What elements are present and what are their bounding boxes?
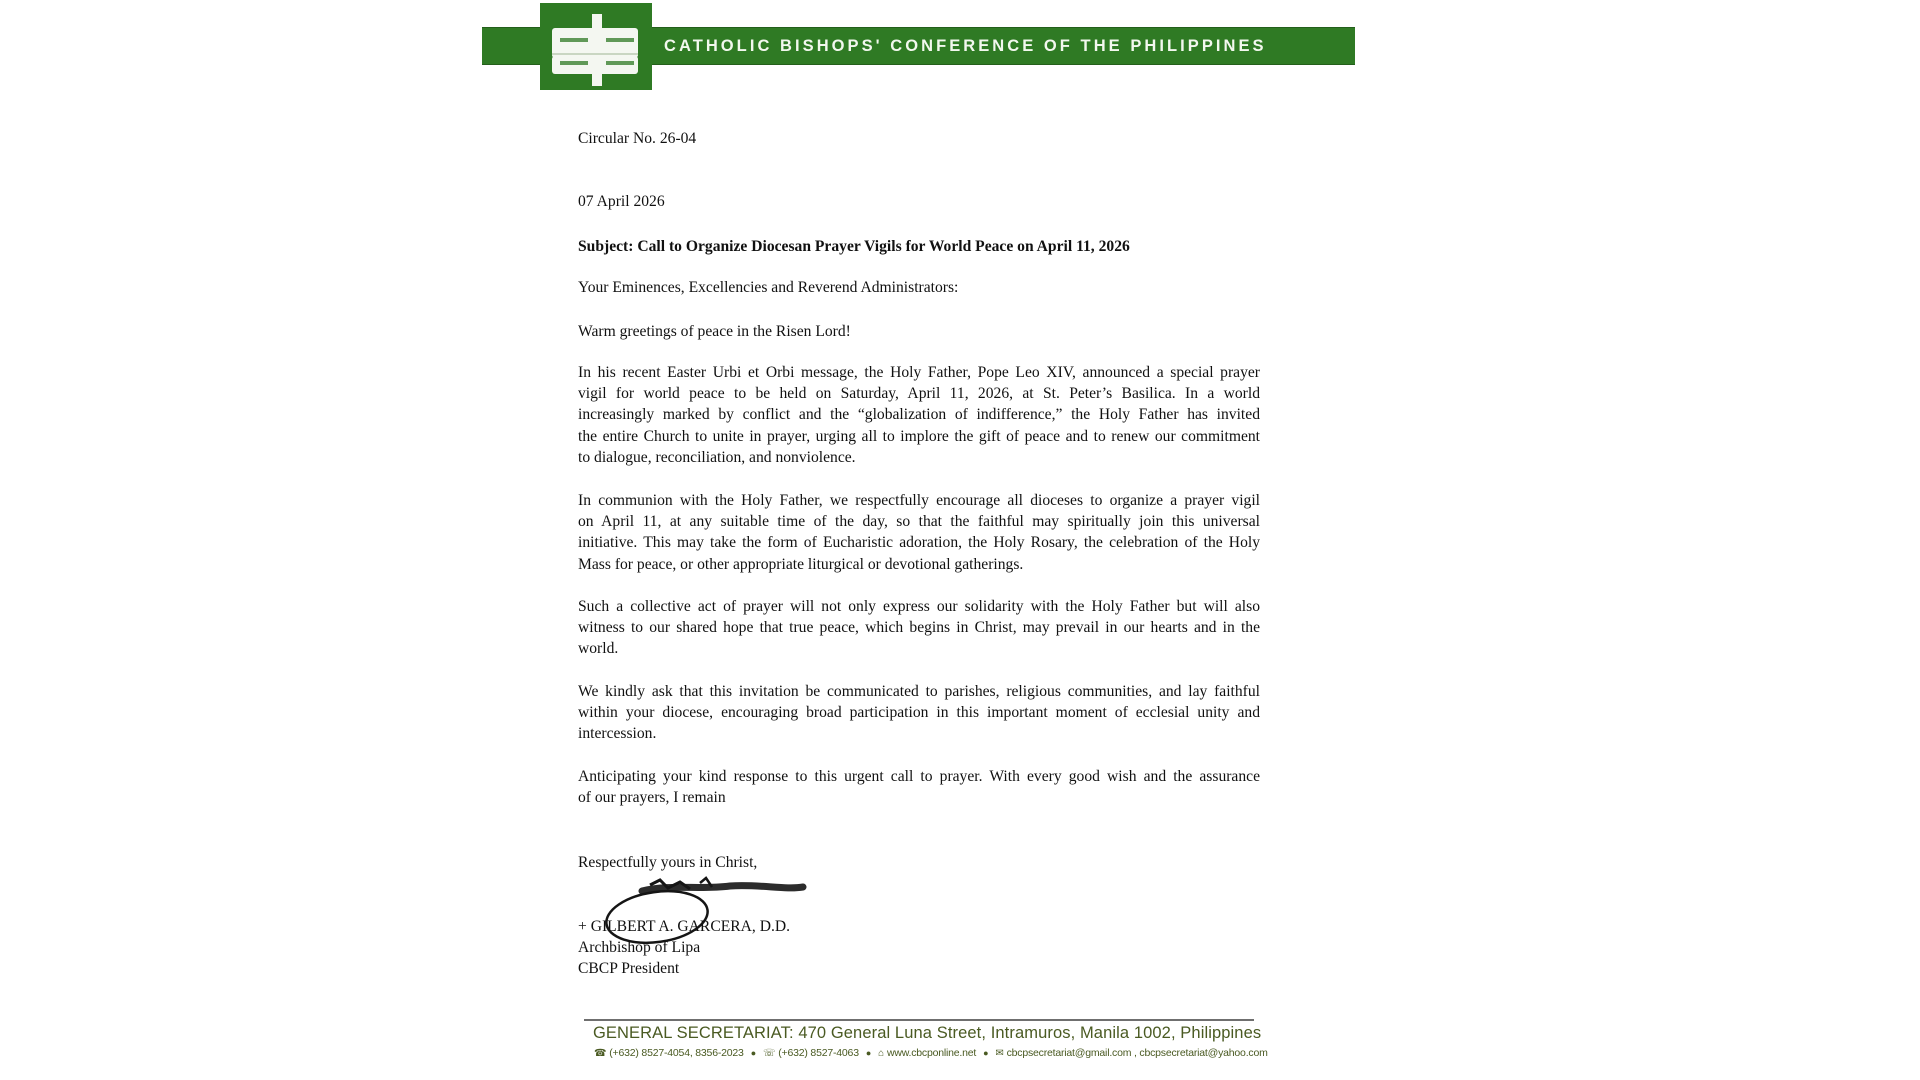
paragraph-line: Such a collective act of prayer will not only express our solidarity with the Holy Father but will also (578, 598, 1260, 615)
paragraph-line: intercession. (578, 725, 657, 743)
separator-dot: ● (865, 1048, 872, 1058)
footer-divider (584, 1019, 1254, 1021)
contact-email[interactable]: cbcpsecretariat@gmail.com , cbcpsecretariat@yahoo.com (1006, 1047, 1268, 1059)
paragraph-line: witness to our shared hope that true peace, which begins in Christ, may prevail in our hearts and in the (578, 619, 1260, 637)
paragraph-line: In communion with the Holy Father, we respectfully encourage all dioceses to organize a prayer vigil (578, 492, 1260, 509)
paragraph-line: Anticipating your kind response to this urgent call to prayer. With every good wish and the assurance (578, 768, 1260, 785)
paragraph-line: increasingly marked by conflict and the “globalization of indifference,” the Holy Father has invited (578, 406, 1260, 424)
closing: Respectfully yours in Christ, (578, 854, 758, 871)
paragraph-line: Mass for peace, or other appropriate liturgical or devotional gatherings. (578, 555, 1024, 573)
greeting: Warm greetings of peace in the Risen Lord! (578, 323, 851, 340)
salutation: Your Eminences, Excellencies and Reverend Administrators: (578, 279, 959, 296)
paragraph-line: on April 11, at any suitable time of the day, so that the faithful may spiritually join this universal (578, 513, 1260, 531)
fax-icon: ☏ (762, 1048, 776, 1059)
letter-subject: Subject: Call to Organize Diocesan Prayer Vigils for World Peace on April 11, 2026 (578, 238, 1130, 255)
email-icon: ✉ (995, 1048, 1004, 1059)
paragraph-line: to dialogue, reconciliation, and nonviolence. (578, 448, 856, 466)
paragraph-line: We kindly ask that this invitation be communicated to parishes, religious communities, and lay faithful (578, 683, 1260, 700)
paragraph-line: initiative. This may take the form of Eucharistic adoration, the Holy Rosary, the celebration of the Holy (578, 534, 1260, 552)
footer-contacts (594, 1047, 1268, 1059)
footer-address: GENERAL SECRETARIAT: 470 General Luna Street, Intramuros, Manila 1002, Philippines (593, 1024, 1262, 1042)
letter-date: 07 April 2026 (578, 193, 665, 210)
signatory-position: CBCP President (578, 960, 680, 977)
contact-fax: (+632) 8527-4063 (778, 1047, 859, 1059)
contact-web[interactable]: www.cbcponline.net (886, 1047, 977, 1059)
circular-number: Circular No. 26-04 (578, 130, 697, 147)
signatory-title: Archbishop of Lipa (578, 939, 701, 956)
organization-name: CATHOLIC BISHOPS' CONFERENCE OF THE PHILIPPINES (664, 37, 1267, 55)
contact-phone: (+632) 8527-4054, 8356-2023 (609, 1047, 744, 1059)
separator-dot: ● (983, 1048, 989, 1058)
paragraph-line: world. (578, 640, 619, 658)
paragraph-line: vigil for world peace to be held on Saturday, April 11, 2026, at St. Peter’s Basilica. In a world (578, 385, 1260, 403)
separator-dot: ● (750, 1048, 756, 1058)
phone-icon: ☎ (594, 1048, 607, 1059)
paragraph-line: within your diocese, encouraging broad participation in this important moment of ecclesial unity and (578, 704, 1260, 722)
signatory-name: + GILBERT A. GARCERA, D.D. (578, 918, 791, 935)
paragraph-line: the entire Church to unite in prayer, urging all to implore the gift of peace and to renew our commitment (578, 427, 1260, 445)
web-icon: ⌂ (878, 1048, 884, 1059)
paragraph-line: of our prayers, I remain (578, 789, 726, 807)
cbcp-logo-icon (540, 3, 652, 90)
paragraph-line: In his recent Easter Urbi et Orbi message, the Holy Father, Pope Leo XIV, announced a special prayer (578, 364, 1260, 381)
